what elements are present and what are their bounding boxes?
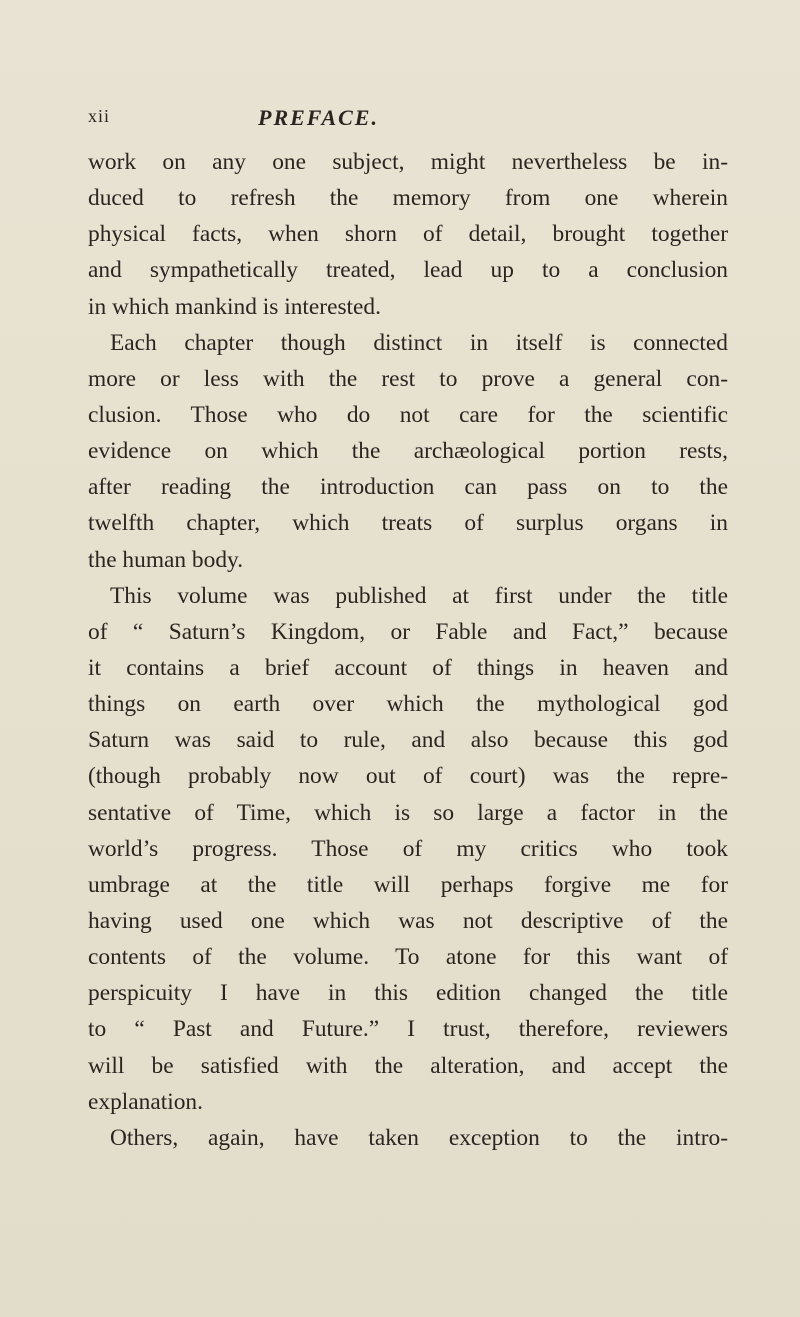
text-line: twelfth chapter, which treats of surplus organs in [88, 510, 728, 537]
text-line: clusion. Those who do not care for the scientific [88, 401, 728, 428]
text-line: contents of the volume. To atone for this want of [88, 944, 728, 971]
body-text [88, 144, 728, 1156]
text-line: to “ Past and Future.” I trust, therefore, reviewers [88, 1016, 728, 1043]
text-line: evidence on which the archæological portion rests, [88, 438, 728, 465]
text-line: Others, again, have taken exception to the intro- [110, 1124, 728, 1151]
text-line: it contains a brief account of things in heaven and [88, 654, 728, 681]
page-number: xii [88, 106, 111, 126]
text-line: things on earth over which the mythological god [88, 691, 728, 718]
text-line: Saturn was said to rule, and also because this god [88, 727, 728, 754]
text-line: having used one which was not descriptive of the [88, 907, 728, 934]
text-line: the human body. [88, 546, 244, 573]
text-line: duced to refresh the memory from one wherein [88, 185, 728, 212]
running-head: PREFACE. [258, 105, 379, 130]
text-line: world’s progress. Those of my critics who took [88, 835, 728, 862]
text-line: and sympathetically treated, lead up to a conclusion [88, 257, 728, 284]
text-line: will be satisfied with the alteration, and accept the [88, 1052, 728, 1079]
text-line: work on any one subject, might nevertheless be in- [88, 149, 728, 175]
text-line: of “ Saturn’s Kingdom, or Fable and Fact,” because [88, 618, 728, 645]
text-line: after reading the introduction can pass on to the [88, 474, 728, 501]
page-header [88, 106, 728, 136]
text-line: umbrage at the title will perhaps forgive me for [88, 871, 728, 898]
text-line: sentative of Time, which is so large a factor in the [88, 799, 728, 826]
text-line: perspicuity I have in this edition changed the title [88, 980, 728, 1007]
text-line: in which mankind is interested. [88, 293, 381, 320]
text-line: more or less with the rest to prove a general con- [88, 365, 728, 392]
text-line: explanation. [88, 1088, 203, 1115]
text-line: (though probably now out of court) was the repre- [88, 763, 728, 790]
text-line: Each chapter though distinct in itself is connected [110, 329, 728, 356]
text-line: This volume was published at first under the title [110, 582, 728, 609]
text-line: physical facts, when shorn of detail, brought together [88, 221, 728, 248]
